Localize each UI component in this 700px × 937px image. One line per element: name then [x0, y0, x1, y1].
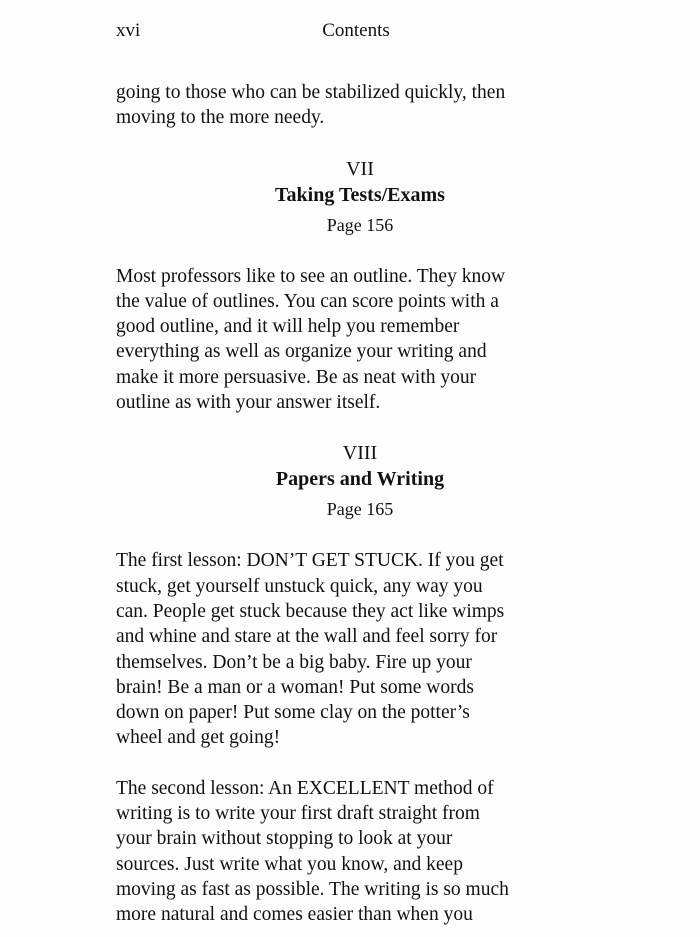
text-line: wheel and get going! — [116, 727, 281, 749]
text-line: the value of outlines. You can score points with a — [116, 290, 499, 312]
text-line: good outline, and it will help you remember — [116, 316, 460, 338]
text-line: and whine and stare at the wall and feel sorry for — [116, 626, 498, 648]
section-title: Taking Tests/Exams — [275, 183, 445, 206]
body-text-column — [116, 80, 596, 928]
text-line: moving as fast as possible. The writing is so much — [116, 878, 509, 900]
running-head — [116, 20, 586, 44]
text-line: sources. Just write what you know, and keep — [116, 853, 463, 875]
paragraph-gap — [116, 751, 596, 776]
text-line: going to those who can be stabilized quickly, then — [116, 82, 506, 103]
text-line: everything as well as organize your writing and — [116, 341, 487, 363]
text-line: themselves. Don’t be a big baby. Fire up your — [116, 651, 472, 673]
text-line: down on paper! Put some clay on the potter’s — [116, 702, 470, 724]
text-line: The first lesson: DON’T GET STUCK. If you get — [116, 550, 504, 572]
text-line: writing is to write your first draft straight from — [116, 803, 480, 825]
text-line: Most professors like to see an outline. They know — [116, 265, 506, 287]
section-numeral: VIII — [342, 442, 378, 465]
text-line: more natural and comes easier than when you — [116, 904, 473, 926]
intro-paragraph — [116, 80, 596, 131]
section-vii-summary — [116, 264, 596, 416]
text-line: The second lesson: An EXCELLENT method of — [116, 777, 494, 799]
text-line: outline as with your answer itself. — [116, 392, 381, 414]
text-line: your brain without stopping to look at your — [116, 828, 453, 850]
section-viii-first-lesson — [116, 548, 596, 750]
text-line: can. People get stuck because they act like wimps — [116, 600, 505, 622]
text-line: stuck, get yourself unstuck quick, any way you — [116, 575, 483, 597]
section-page-ref: Page 165 — [326, 499, 394, 520]
running-head-title: Contents — [322, 20, 390, 41]
section-heading-vii — [116, 156, 596, 238]
section-viii-second-lesson — [116, 776, 596, 928]
text-line: make it more persuasive. Be as neat with your — [116, 366, 477, 388]
section-title: Papers and Writing — [275, 468, 445, 491]
section-page-ref: Page 156 — [326, 214, 394, 235]
section-heading-viii — [116, 440, 596, 522]
text-line: moving to the more needy. — [116, 107, 325, 129]
section-numeral: VII — [346, 157, 374, 180]
page-number: xvi — [116, 20, 141, 41]
text-line: brain! Be a man or a woman! Put some words — [116, 676, 474, 698]
